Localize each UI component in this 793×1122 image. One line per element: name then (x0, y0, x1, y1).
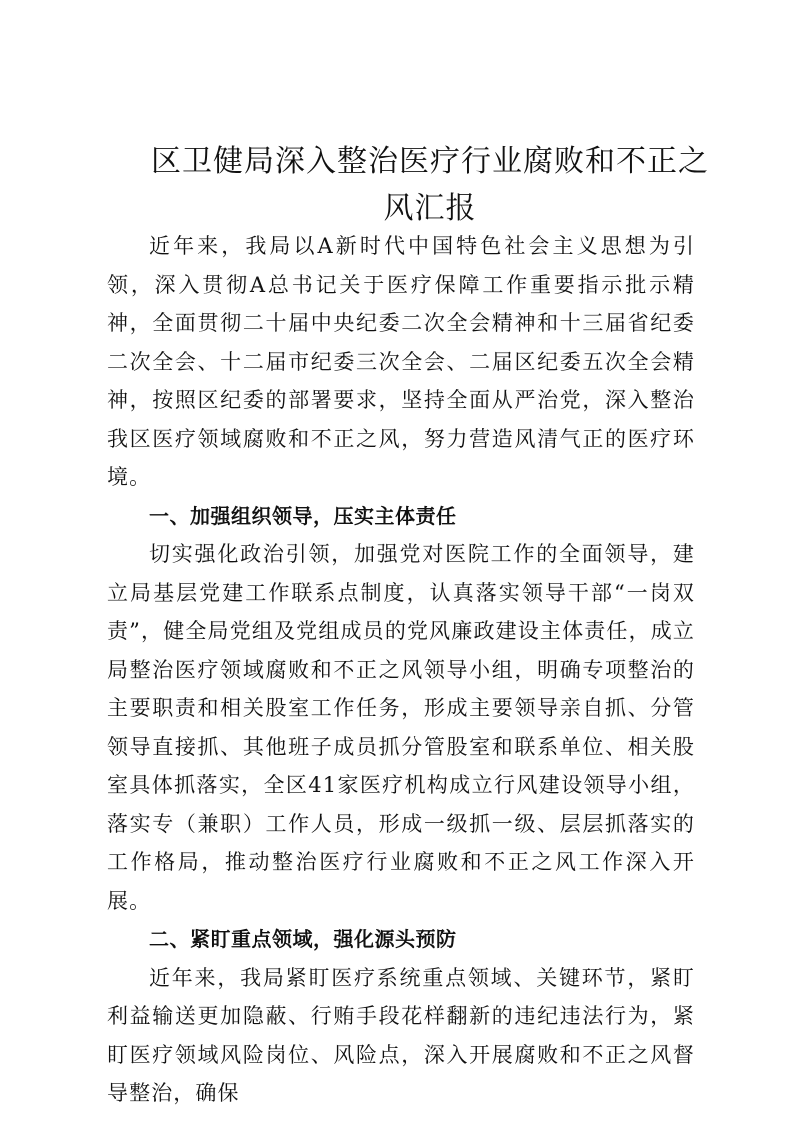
section-heading-2: 二、紧盯重点领域，强化源头预防 (149, 927, 457, 951)
paragraph-section-1: 切实强化政治引领，加强党对医院工作的全面领导，建立局基层党建工作联系点制度，认真落实领导干部“一岗双责”，健全局党组及党组成员的党风廉政建设主体责任，成立局整治医疗领域腐败和不正之风领导小组，明确专项整治的主要职责和相关股室工作任务，形成主要领导亲自抓、分管领导直接抓、其他班子成员抓分管股室和联系单位、相关股室具体抓落实，全区41家医疗机构成立行风建设领导小组，落实专（兼职）工作人员，形成一级抓一级、层层抓落实的工作格局，推动整治医疗行业腐败和不正之风工作深入开展。 (107, 542, 695, 913)
paragraph-intro: 近年来，我局以A新时代中国特色社会主义思想为引领，深入贯彻A总书记关于医疗保障工作重要指示批示精神，全面贯彻二十届中央纪委二次全会精神和十三届省纪委二次全会、十二届市纪委三次全会、二届区纪委五次全会精神，按照区纪委的部署要求，坚持全面从严治党，深入整治我区医疗领域腐败和不正之风，努力营造风清气正的医疗环境。 (107, 234, 695, 489)
document-title: 区卫健局深入整治医疗行业腐败和不正之风汇报 (151, 144, 709, 226)
section-heading-1: 一、加强组织领导，压实主体责任 (149, 503, 457, 528)
paragraph-section-2: 近年来，我局紧盯医疗系统重点领域、关键环节，紧盯利益输送更加隐蔽、行贿手段花样翻新的违纪违法行为，紧盯医疗领域风险岗位、风险点，深入开展腐败和不正之风督导整治，确保 (107, 965, 695, 1105)
document-body (107, 227, 695, 1113)
